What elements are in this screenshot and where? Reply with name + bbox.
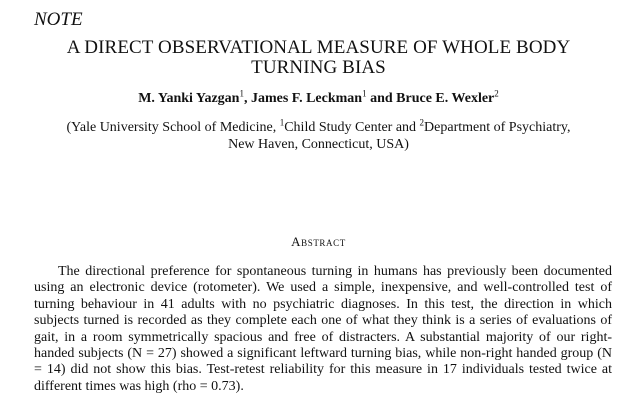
author-affiliation-mark: 1: [362, 88, 367, 99]
author-affiliation-mark: 1: [239, 88, 244, 99]
affiliation-text: (Yale University School of Medicine,: [66, 120, 280, 135]
author-name: M. Yanki Yazgan: [138, 91, 240, 106]
affiliation-text: Department of Psychiatry,: [424, 120, 571, 135]
paper-title-line-1: A DIRECT OBSERVATIONAL MEASURE OF WHOLE BODY: [66, 37, 571, 58]
affiliation-text: Child Study Center and: [284, 120, 420, 135]
abstract-heading: Abstract: [291, 234, 346, 249]
author-separator: ,: [243, 91, 251, 106]
author-name: James F. Leckman: [250, 91, 363, 106]
note-label: NOTE: [34, 9, 83, 30]
affiliation-line-2: New Haven, Connecticut, USA): [228, 137, 409, 152]
abstract-body: The directional preference for spontaneous turning in humans has previously been documented using an electronic device (rotometer). We used a simple, inexpensive, and well-controlled test of turning behaviour in 41 adults with no psychiatric diagnoses. In this test, the direction in which subjects turned is recorded as they complete each one of what they think is a series of evaluations of gait, in a room symmetrically spacious and free of distracters. A substantial majority of our right-handed subjects (N = 27) showed a significant leftward turning bias, while non-right handed group (N = 14) did not show this bias. Test-retest reliability for this measure in 17 individuals tested twice at different times was high (rho = 0.73).: [34, 264, 612, 394]
affiliation-line-1: [0, 119, 637, 136]
author-name: Bruce E. Wexler: [396, 91, 495, 106]
author-affiliation-mark: 2: [494, 88, 499, 99]
affiliation-mark: 1: [279, 117, 285, 128]
author-separator: and: [366, 91, 397, 106]
affiliation-mark: 2: [419, 117, 425, 128]
author-list: [0, 88, 637, 107]
paper-title-line-2: TURNING BIAS: [251, 57, 386, 78]
